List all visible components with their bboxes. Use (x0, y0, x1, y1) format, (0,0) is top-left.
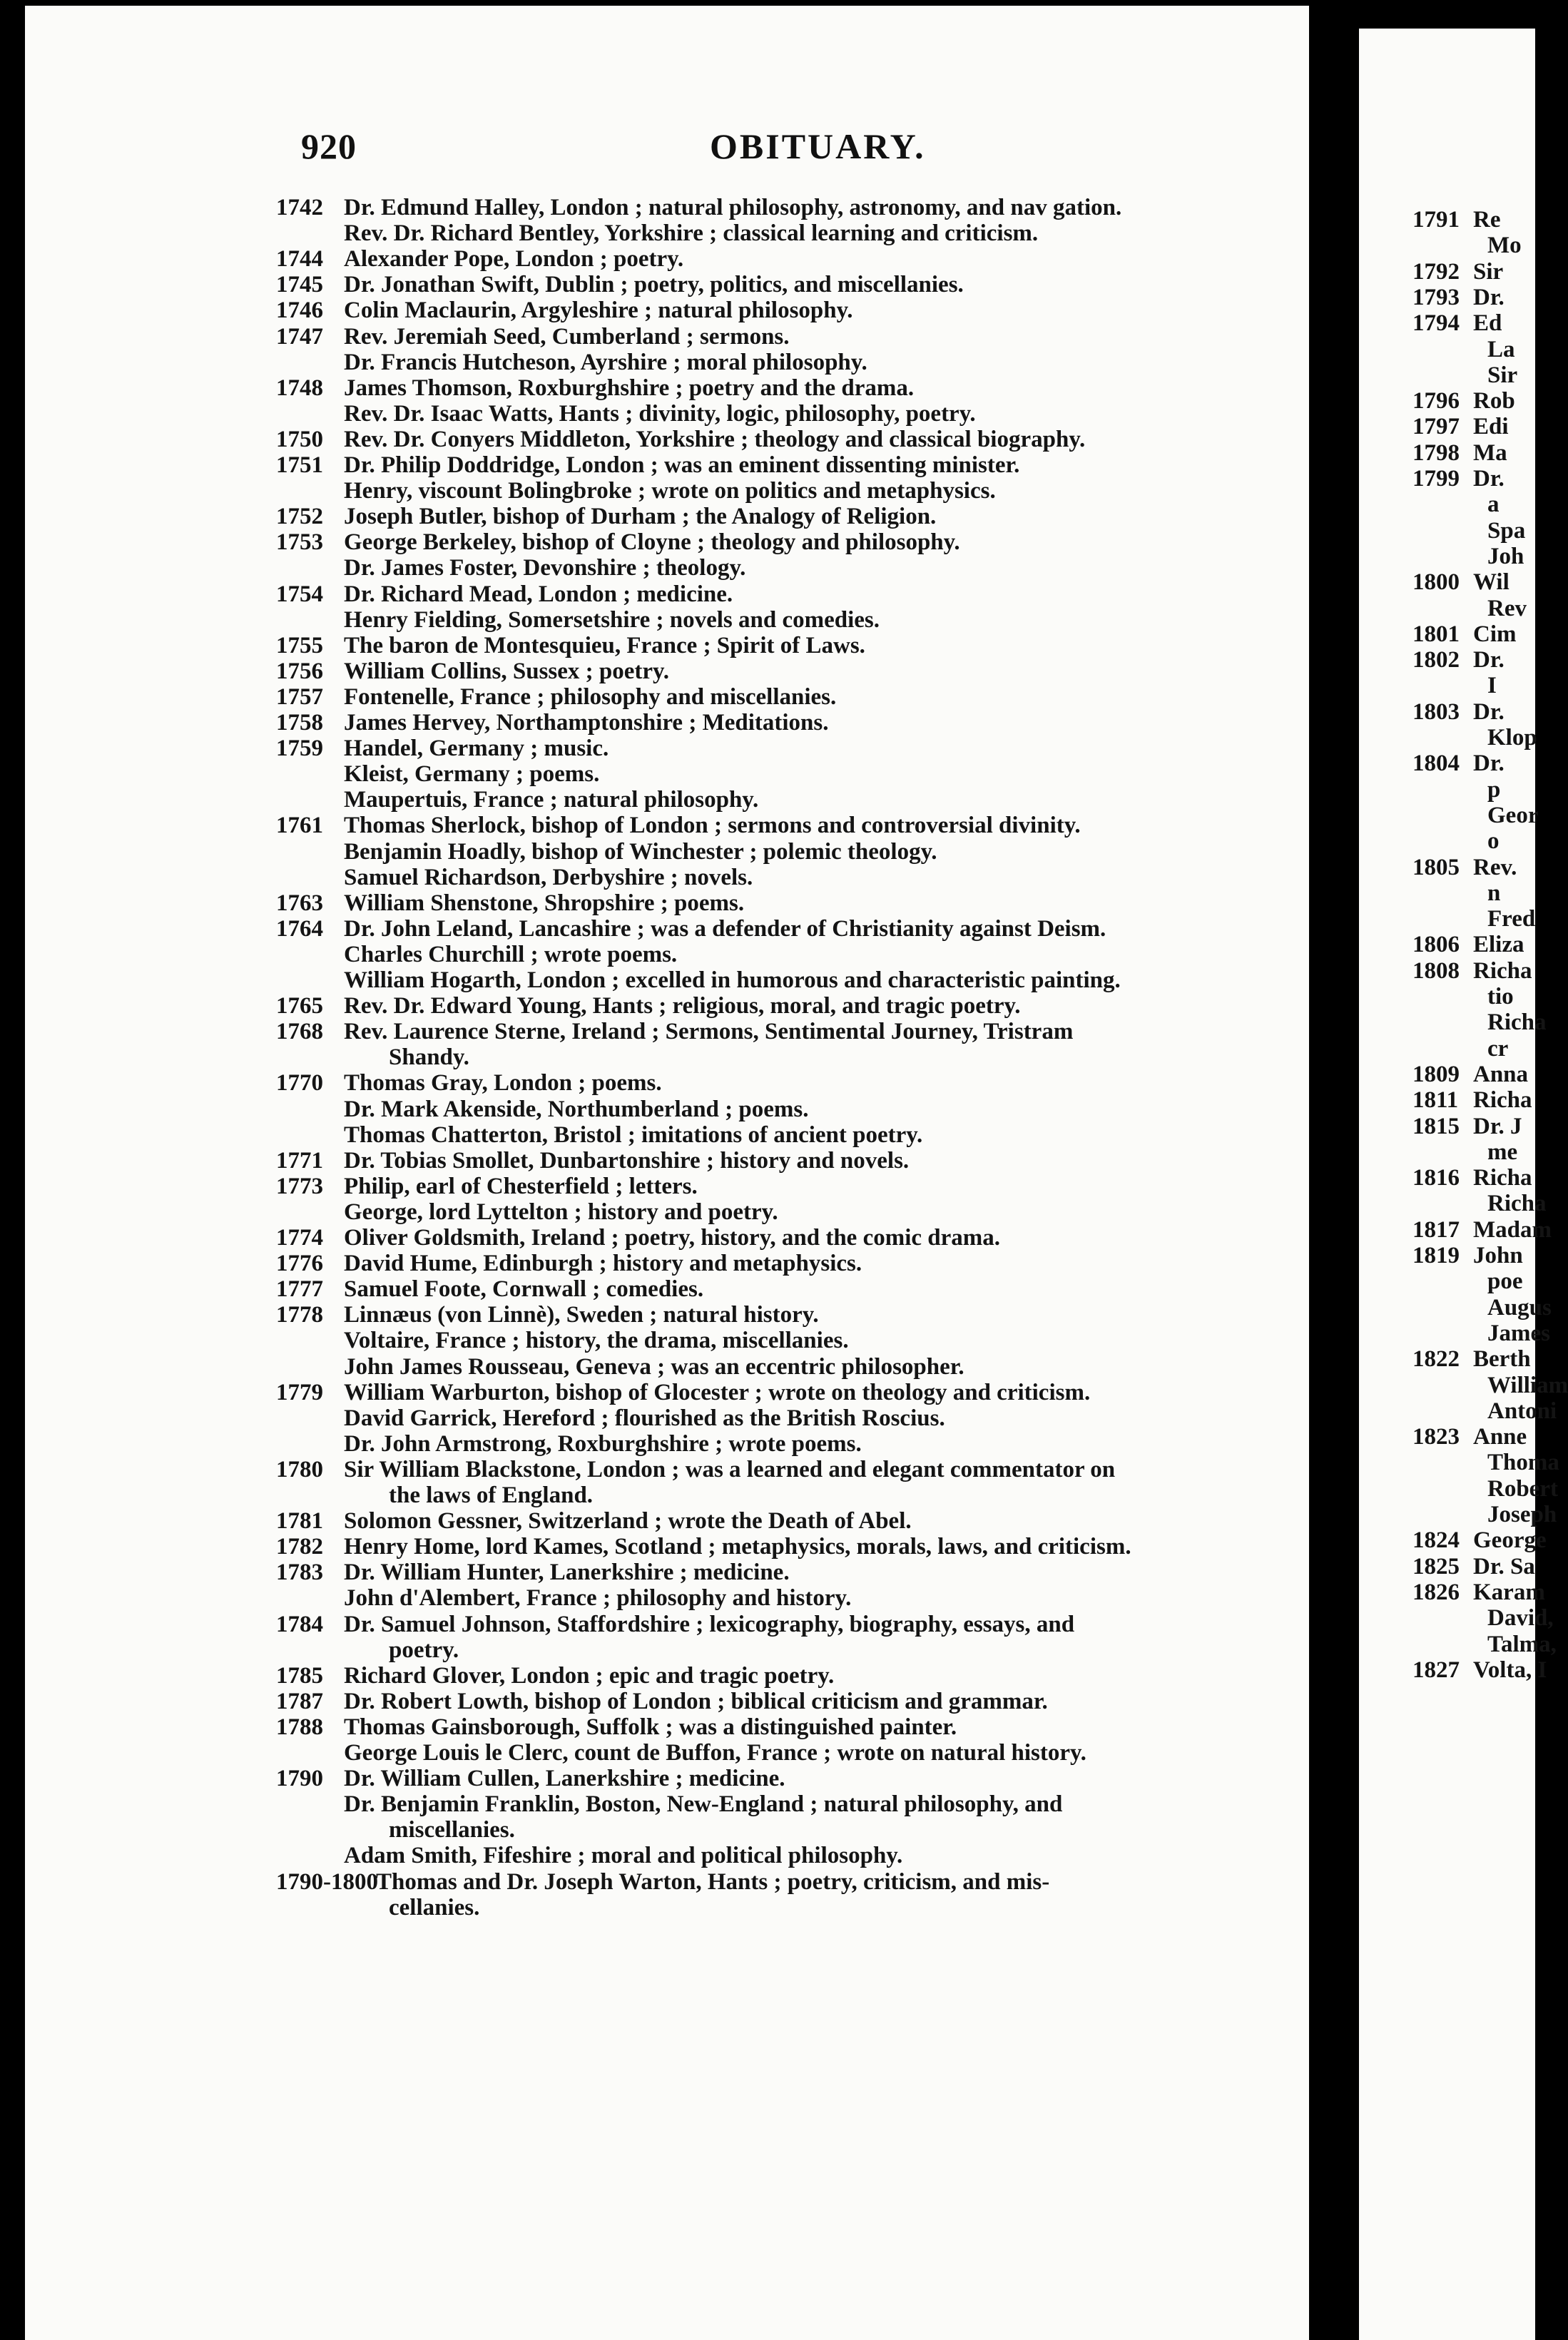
entry-year: 1748 (276, 375, 323, 401)
entry-text: Alexander Pope, London ; poetry. (344, 246, 684, 273)
entry-text: George (1473, 1527, 1547, 1554)
entry-year: 1804 (1412, 751, 1460, 777)
entry-text: Re (1473, 207, 1501, 233)
entry-text: William Collins, Sussex ; poetry. (344, 658, 669, 684)
entry-text: Dr. (1473, 647, 1505, 673)
entry-text: Sir (1473, 258, 1504, 285)
entry-text: Rev (1487, 595, 1527, 621)
entry-year: 1824 (1412, 1527, 1460, 1554)
entry-year: 1768 (276, 1019, 323, 1045)
entry-text: poetry. (389, 1637, 459, 1663)
entry-text: James Hervey, Northamptonshire ; Meditations. (344, 710, 829, 736)
entry-year: 1817 (1412, 1216, 1460, 1243)
entry-text: Thomas Gray, London ; poems. (344, 1070, 662, 1097)
entry-year: 1752 (276, 504, 323, 530)
entry-year: 1809 (1412, 1061, 1460, 1087)
entry-text: John d'Alembert, France ; philosophy and history. (344, 1585, 852, 1612)
entry-text: David Garrick, Hereford ; flourished as the British Roscius. (344, 1405, 945, 1431)
entry-year: 1751 (276, 452, 323, 478)
entry-text: Wil (1473, 569, 1510, 596)
entry-year: 1823 (1412, 1424, 1460, 1450)
entry-text: n (1487, 880, 1501, 906)
entry-year: 1773 (276, 1173, 323, 1199)
entry-year: 1788 (276, 1714, 323, 1740)
entry-text: The baron de Montesquieu, France ; Spirit of Laws. (344, 632, 865, 658)
entry-text: Sir (1487, 362, 1518, 388)
entry-year: 1799 (1412, 466, 1460, 492)
entry-text: Dr. (1473, 698, 1505, 725)
entry-text: George Berkeley, bishop of Cloyne ; theology and philosophy. (344, 529, 960, 556)
entry-text: Dr. James Foster, Devonshire ; theology. (344, 555, 746, 581)
entry-text: William (1487, 1372, 1568, 1398)
running-title: OBITUARY. (710, 126, 926, 166)
entry-year: 1765 (276, 993, 323, 1019)
entry-year: 1744 (276, 246, 323, 273)
entry-text: Anna (1473, 1061, 1529, 1087)
entry-text: Talma, (1487, 1631, 1557, 1657)
entry-text: George, lord Lyttelton ; history and poetry. (344, 1199, 778, 1225)
entry-text: David Hume, Edinburgh ; history and metaphysics. (344, 1251, 862, 1277)
entry-text: Linnæus (von Linnè), Sweden ; natural history. (344, 1302, 819, 1328)
entry-year: 1761 (276, 813, 323, 839)
entry-year: 1754 (276, 581, 323, 607)
entry-text: Colin Maclaurin, Argyleshire ; natural philosophy. (344, 297, 853, 324)
entry-text: cr (1487, 1035, 1509, 1062)
entry-text: Dr. William Hunter, Lanerkshire ; medicine. (344, 1560, 790, 1586)
entry-year: 1777 (276, 1276, 323, 1303)
entry-text: poe (1487, 1268, 1523, 1295)
entry-year: 1811 (1412, 1087, 1459, 1114)
entry-text: Karam (1473, 1579, 1545, 1605)
entry-text: Joh (1487, 543, 1524, 569)
entry-year: 1826 (1412, 1579, 1460, 1605)
entry-text: Thoma (1487, 1450, 1559, 1476)
entry-year: 1770 (276, 1070, 323, 1097)
entry-text: Dr. Philip Doddridge, London ; was an eminent dissenting minister. (344, 452, 1020, 478)
entry-text: Klop (1487, 725, 1537, 751)
entry-text: Thomas Chatterton, Bristol ; imitations of ancient poetry. (344, 1121, 923, 1148)
entry-text: Fontenelle, France ; philosophy and miscellanies. (344, 683, 837, 710)
entry-year: 1808 (1412, 957, 1460, 984)
entry-text: a (1487, 492, 1500, 518)
entry-year: 1822 (1412, 1346, 1460, 1373)
entry-year: 1747 (276, 323, 323, 350)
entry-text: Rev. Dr. Conyers Middleton, Yorkshire ; theology and classical biography. (344, 426, 1086, 452)
entry-text: Sir William Blackstone, London ; was a learned and elegant commentator on (344, 1456, 1116, 1482)
entry-text: Spa (1487, 517, 1526, 544)
entry-text: Henry, viscount Bolingbroke ; wrote on politics and metaphysics. (344, 478, 996, 504)
entry-text: Joseph (1487, 1502, 1557, 1527)
entry-text: Richa (1487, 1009, 1547, 1036)
entry-text: me (1487, 1139, 1518, 1165)
book-gutter (1309, 0, 1359, 2340)
entry-year: 1790 (276, 1766, 323, 1792)
entry-year: 1750 (276, 426, 323, 452)
entry-text: o (1487, 828, 1500, 855)
entry-text: John (1473, 1243, 1523, 1268)
entry-text: Volta, I (1473, 1657, 1547, 1683)
entry-text: Handel, Germany ; music. (344, 736, 609, 762)
entry-text: Samuel Richardson, Derbyshire ; novels. (344, 864, 753, 890)
entry-text: Rev. Laurence Sterne, Ireland ; Sermons, Sentimental Journey, Tristram (344, 1019, 1074, 1045)
entry-text: Augus (1487, 1294, 1552, 1321)
entry-text: Kleist, Germany ; poems. (344, 761, 600, 788)
right-page (1359, 29, 1568, 2340)
entry-text: William Shenstone, Shropshire ; poems. (344, 890, 745, 916)
entry-year: 1753 (276, 529, 323, 556)
entry-year: 1787 (276, 1688, 323, 1714)
entry-text: George Louis le Clerc, count de Buffon, France ; wrote on natural history. (344, 1740, 1086, 1766)
entry-text: tio (1487, 984, 1514, 1009)
entry-text: I (1487, 673, 1497, 699)
left-page (25, 6, 1309, 2340)
entry-year: 1756 (276, 658, 323, 684)
entry-year: 1785 (276, 1662, 323, 1689)
entry-year: 1781 (276, 1508, 323, 1535)
entry-year: 1800 (1412, 569, 1460, 596)
entry-text: Dr. Benjamin Franklin, Boston, New-England ; natural philosophy, and (344, 1791, 1063, 1818)
entry-text: Richa (1473, 1165, 1532, 1191)
entry-year: 1798 (1412, 439, 1460, 466)
entry-text: Rev. Jeremiah Seed, Cumberland ; sermons. (344, 323, 790, 350)
entry-text: Berth (1473, 1346, 1531, 1373)
entry-text: Maupertuis, France ; natural philosophy. (344, 787, 759, 813)
entry-text: Dr. Robert Lowth, bishop of London ; biblical criticism and grammar. (344, 1688, 1048, 1714)
entry-year: 1758 (276, 710, 323, 736)
entry-text: Rob (1473, 388, 1515, 414)
entry-text: Dr. John Armstrong, Roxburghshire ; wrote poems. (344, 1430, 862, 1457)
page-number: 920 (301, 126, 357, 166)
entry-text: Charles Churchill ; wrote poems. (344, 941, 678, 967)
entry-year: 1778 (276, 1302, 323, 1328)
entry-year: 1825 (1412, 1553, 1460, 1580)
entry-text: Adam Smith, Fifeshire ; moral and political philosophy. (344, 1843, 903, 1869)
entry-text: Richa (1473, 1087, 1532, 1114)
entry-text: Mo (1487, 233, 1522, 259)
entry-text: Joseph Butler, bishop of Durham ; the Analogy of Religion. (344, 504, 937, 530)
entry-text: Thomas Sherlock, bishop of London ; sermons and controversial divinity. (344, 813, 1081, 839)
entry-year: 1792 (1412, 258, 1460, 285)
entry-year: 1815 (1412, 1113, 1460, 1139)
entry-text: Dr. J (1473, 1113, 1522, 1139)
entry-text: Thomas Gainsborough, Suffolk ; was a distinguished painter. (344, 1714, 957, 1740)
entry-text: Benjamin Hoadly, bishop of Winchester ; polemic theology. (344, 838, 937, 865)
entry-year: 1791 (1412, 207, 1460, 233)
entry-year: 1742 (276, 195, 323, 220)
entry-text: James (1487, 1320, 1550, 1346)
entry-text: Oliver Goldsmith, Ireland ; poetry, history, and the comic drama. (344, 1225, 1001, 1251)
entry-year: 1816 (1412, 1165, 1460, 1191)
entry-text: the laws of England. (389, 1482, 594, 1508)
entry-text: Samuel Foote, Cornwall ; comedies. (344, 1276, 704, 1303)
entry-year: 1763 (276, 890, 323, 916)
entry-text: Rev. (1473, 854, 1517, 880)
entry-text: Richard Glover, London ; epic and tragic poetry. (344, 1662, 835, 1689)
entry-year: 1745 (276, 272, 323, 298)
entry-text: James Thomson, Roxburghshire ; poetry and the drama. (344, 375, 915, 401)
entry-year: 1793 (1412, 284, 1460, 310)
entry-year: 1803 (1412, 698, 1460, 725)
entry-text: William Warburton, bishop of Glocester ; wrote on theology and criticism. (344, 1379, 1091, 1405)
entry-text: Voltaire, France ; history, the drama, miscellanies. (344, 1328, 849, 1354)
entry-text: Dr. (1473, 466, 1505, 492)
entry-year: 1759 (276, 736, 323, 762)
entry-text: Richa (1487, 1191, 1547, 1217)
entry-year: 1806 (1412, 932, 1460, 958)
entry-text: John James Rousseau, Geneva ; was an eccentric philosopher. (344, 1353, 964, 1380)
entry-text: Rev. Dr. Isaac Watts, Hants ; divinity, logic, philosophy, poetry. (344, 400, 976, 427)
entry-year: 1755 (276, 632, 323, 658)
entry-text: miscellanies. (389, 1817, 515, 1843)
entry-year: 1794 (1412, 310, 1460, 337)
entry-text: cellanies. (389, 1894, 480, 1921)
entry-text: Dr. Edmund Halley, London ; natural philosophy, astronomy, and nav gation. (344, 195, 1122, 220)
entry-text: Fred (1487, 906, 1536, 932)
entry-text: Solomon Gessner, Switzerland ; wrote the Death of Abel. (344, 1508, 912, 1535)
entry-text: Robert (1487, 1475, 1558, 1502)
entry-text: Dr. (1473, 751, 1505, 777)
entry-year: 1774 (276, 1225, 323, 1251)
entry-text: Madam (1473, 1216, 1552, 1243)
entry-year: 1779 (276, 1379, 323, 1405)
entry-text: David, (1487, 1605, 1554, 1632)
entry-text: Dr. Jonathan Swift, Dublin ; poetry, politics, and miscellanies. (344, 272, 964, 298)
entry-text: Eliza (1473, 932, 1524, 958)
entry-year: 1784 (276, 1611, 323, 1637)
entry-text: Thomas and Dr. Joseph Warton, Hants ; poetry, criticism, and mis- (376, 1868, 1050, 1895)
entry-text: Henry Home, lord Kames, Scotland ; metaphysics, morals, laws, and criticism. (344, 1534, 1131, 1560)
entry-text: Cim (1473, 621, 1517, 647)
entry-year: 1805 (1412, 854, 1460, 880)
entry-year: 1757 (276, 683, 323, 710)
entry-year: 1776 (276, 1251, 323, 1277)
entry-year: 1790-1800 (276, 1868, 378, 1895)
entry-year: 1797 (1412, 414, 1460, 440)
entry-text: Dr. Sa (1473, 1553, 1535, 1580)
entry-text: Edi (1473, 414, 1509, 440)
entry-year: 1771 (276, 1147, 323, 1174)
entry-text: Rev. Dr. Edward Young, Hants ; religious, moral, and tragic poetry. (344, 993, 1021, 1019)
entry-text: Dr. Mark Akenside, Northumberland ; poems. (344, 1096, 809, 1122)
entry-text: p (1487, 776, 1501, 803)
entry-text: Geor (1487, 802, 1539, 828)
entry-text: Dr. Richard Mead, London ; medicine. (344, 581, 733, 607)
entry-text: Richa (1473, 957, 1532, 984)
entry-text: Dr. William Cullen, Lanerkshire ; medicine. (344, 1766, 785, 1792)
entry-year: 1827 (1412, 1657, 1460, 1683)
entry-year: 1796 (1412, 388, 1460, 414)
entry-year: 1782 (276, 1534, 323, 1560)
entry-year: 1801 (1412, 621, 1460, 647)
entry-text: Dr. Samuel Johnson, Staffordshire ; lexicography, biography, essays, and (344, 1611, 1075, 1637)
entry-year: 1783 (276, 1560, 323, 1586)
entry-text: La (1487, 336, 1515, 362)
entry-text: Dr. John Leland, Lancashire ; was a defender of Christianity against Deism. (344, 915, 1106, 942)
entry-text: Anne (1473, 1424, 1527, 1450)
entry-text: William Hogarth, London ; excelled in humorous and characteristic painting. (344, 967, 1121, 993)
entry-year: 1819 (1412, 1243, 1460, 1268)
entry-text: Ed (1473, 310, 1502, 337)
entry-year: 1764 (276, 915, 323, 942)
entry-year: 1802 (1412, 647, 1460, 673)
entry-text: Henry Fielding, Somersetshire ; novels and comedies. (344, 606, 880, 633)
entry-text: Antoni (1487, 1398, 1557, 1424)
entry-text: Dr. Tobias Smollet, Dunbartonshire ; history and novels. (344, 1147, 910, 1174)
entry-text: Rev. Dr. Richard Bentley, Yorkshire ; classical learning and criticism. (344, 220, 1039, 247)
entry-text: Ma (1473, 439, 1507, 466)
entry-text: Shandy. (389, 1044, 469, 1071)
entry-year: 1746 (276, 297, 323, 324)
entry-text: Philip, earl of Chesterfield ; letters. (344, 1173, 698, 1199)
entry-year: 1780 (276, 1456, 323, 1482)
entry-text: Dr. (1473, 284, 1505, 310)
entry-text: Dr. Francis Hutcheson, Ayrshire ; moral philosophy. (344, 349, 867, 375)
